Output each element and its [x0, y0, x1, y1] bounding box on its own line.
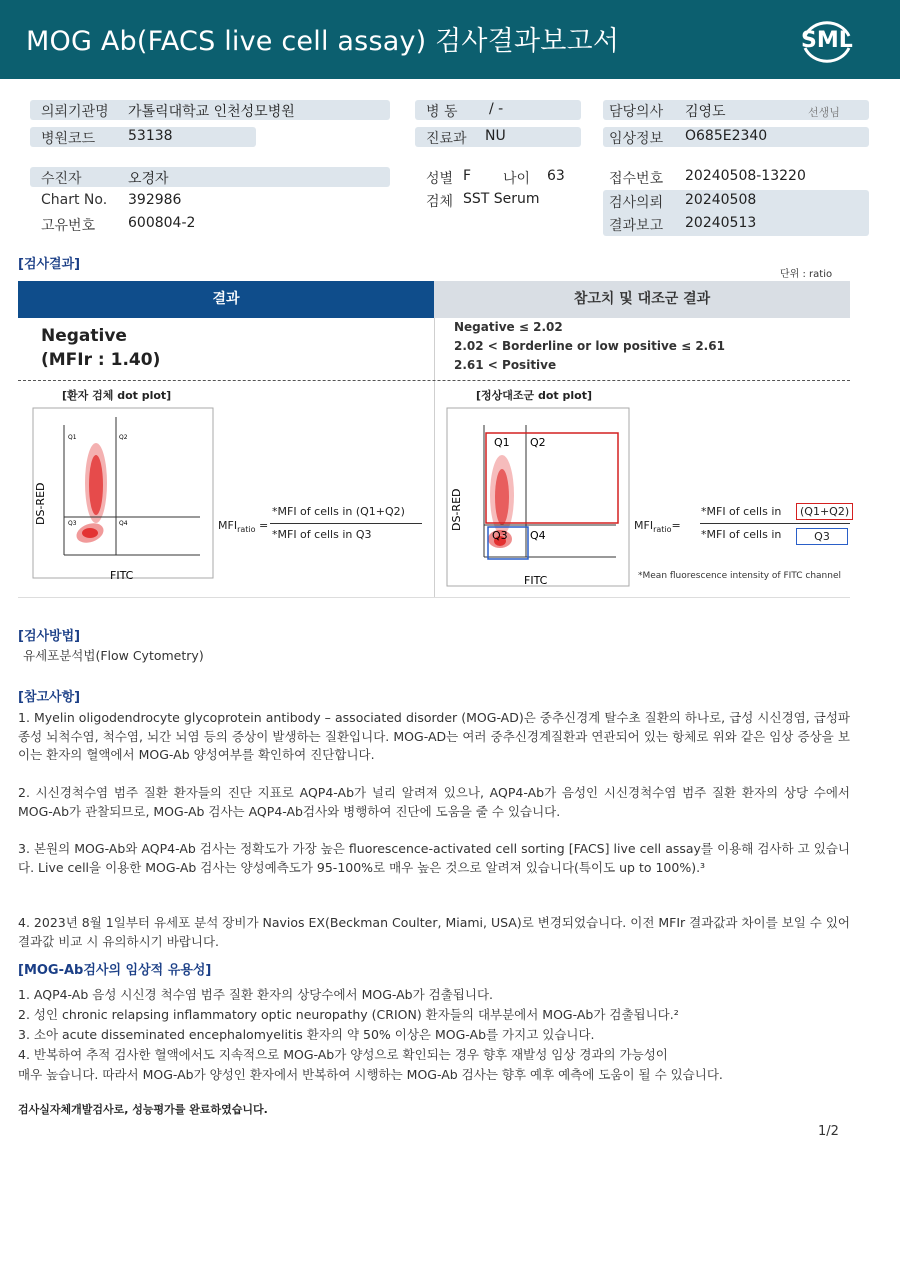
patient-mfi-sub: ratio [237, 525, 256, 535]
ward-label: 병 동 [426, 104, 458, 120]
clinical-section-title: [MOG-Ab검사의 임상적 유용성] [18, 963, 212, 978]
specimen-label: 검체 [426, 194, 454, 210]
patient-formula-numerator: *MFI of cells in (Q1+Q2) [272, 505, 405, 518]
control-y-axis: DS-RED [450, 488, 463, 531]
unique-id-label: 고유번호 [41, 218, 96, 234]
dept-value: NU [485, 128, 506, 144]
column-divider [434, 318, 435, 598]
doctor-suffix: 선생님 [808, 106, 840, 119]
patient-q1-label: Q1 [68, 434, 77, 441]
note-paragraph-2: 2. 시신경척수염 범주 질환 환자들의 진단 지표로 AQP4-Ab가 널리 알려져 있으나, AQP4-Ab가 음성인 시신경척수염 범주 질환 환자의 상당 수에서 MOG-Ab가 관찰되므로, MOG-Ab 검사는 AQP4-Ab검사와 병행하여 진단에 도움을 줄 수 있습니다. [18, 785, 850, 819]
note-paragraph-1: 1. Myelin oligodendrocyte glycoprotein antibody – associated disorder (MOG-AD)은 중추신경계 탈수초 질환의 하나로, 급성 시신경염, 급성파종성 뇌척수염, 척수염, 뇌간 뇌염 등의 증상이 발생하는 질환입니다. MOG-AD는 여러 중추신경계질환과 연관되어 있는 항체로 위와 같은 임상 증상을 보이는 환자의 혈액에서 MOG-Ab 양성여부를 확인하여 진단합니다. [18, 710, 850, 762]
hospital-code-value: 53138 [128, 128, 173, 144]
footer-note: 검사실자체개발검사로, 성능평가를 완료하였습니다. [18, 1103, 268, 1116]
method-text: 유세포분석법(Flow Cytometry) [23, 648, 204, 663]
ref-negative: Negative ≤ 2.02 [454, 320, 563, 334]
control-x-axis: FITC [524, 574, 548, 587]
patient-row [30, 167, 390, 187]
clinical-item: 2. 성인 chronic relapsing inflammatory optic neuropathy (CRION) 환자들의 대부분에서 MOG-Ab가 검출됩니다.² [18, 1007, 679, 1022]
patient-q4-label: Q4 [119, 520, 128, 527]
control-mfi-text: MFI [634, 519, 654, 532]
note-paragraph-3: 3. 본원의 MOG-Ab와 AQP4-Ab 검사는 정확도가 가장 높은 fluorescence-activated cell sorting [FACS] live cell assay를 이용해 검사하 고 있습니다. Live cell을 이용한 MOG-Ab 검사는 양성예측도가 95-100%로 매우 높은 것으로 알려져 있습니다(특이도 up to 100%).³ [18, 841, 850, 875]
ward-value: / - [489, 101, 504, 117]
patient-label: 수진자 [41, 171, 82, 187]
age-label: 나이 [503, 171, 531, 187]
control-formula-numerator: *MFI of cells in [701, 505, 782, 518]
result-column-header: 결과 [18, 281, 434, 318]
reception-value: 20240508-13220 [685, 168, 806, 184]
control-formula-denominator: *MFI of cells in [701, 528, 782, 541]
doctor-value: 김영도 [685, 104, 726, 120]
logo-text: SML [801, 28, 853, 53]
mfi-footnote: *Mean fluorescence intensity of FITC channel [638, 571, 842, 581]
patient-mfi-label: $MFI_{ratio}$ = [218, 519, 269, 535]
control-mfi-label: $MFI_{ratio}=$ [634, 519, 681, 535]
control-dot-plot [444, 405, 634, 590]
age-value: 63 [547, 168, 565, 184]
dept-label: 진료과 [426, 131, 467, 147]
unique-id-value: 600804-2 [128, 215, 196, 231]
clinical-item: 3. 소아 acute disseminated encephalomyelitis 환자의 약 50% 이상은 MOG-Ab를 가지고 있습니다. [18, 1027, 595, 1042]
institution-value: 가톨릭대학교 인천성모병원 [128, 104, 295, 120]
control-q3-label: Q3 [492, 529, 508, 542]
control-q1-label: Q1 [494, 436, 510, 449]
ref-borderline: 2.02 < Borderline or low positive ≤ 2.61 [454, 339, 725, 353]
clinical-item: 4. 반복하여 추적 검사한 혈액에서도 지속적으로 MOG-Ab가 양성으로 확인되는 경우 향후 재발성 임상 경과의 가능성이 [18, 1047, 668, 1062]
sml-logo [797, 14, 857, 66]
hospital-code-label: 병원코드 [41, 131, 96, 147]
sex-label: 성별 [426, 171, 454, 187]
control-fraction-line [700, 523, 850, 524]
control-mfi-sub: ratio [653, 525, 672, 535]
patient-plot-title: [환자 검체 dot plot] [62, 389, 172, 402]
patient-dot-plot [30, 405, 225, 585]
result-mfir: (MFIr : 1.40) [41, 350, 161, 370]
report-date-label: 결과보고 [609, 218, 664, 234]
page-number: 1/2 [818, 1124, 839, 1139]
reception-label: 접수번호 [609, 171, 664, 187]
control-q2-label: Q2 [530, 436, 546, 449]
institution-label: 의뢰기관명 [41, 104, 109, 120]
reference-column-header: 참고치 및 대조군 결과 [434, 281, 850, 318]
unit-label: 단위 : ratio [780, 269, 833, 280]
patient-q3-label: Q3 [68, 520, 77, 527]
result-section-title: [검사결과] [18, 257, 81, 272]
report-header [0, 0, 900, 79]
request-label: 검사의뢰 [609, 195, 664, 211]
control-plot-title: [정상대조군 dot plot] [476, 389, 592, 402]
sex-value: F [463, 168, 472, 184]
chart-no-value: 392986 [128, 192, 182, 208]
clinical-info-value: O685E2340 [685, 128, 768, 144]
dashed-divider [18, 380, 850, 381]
patient-dot-cloud-upper [85, 443, 107, 523]
method-section-title: [검사방법] [18, 629, 81, 644]
patient-q2-label: Q2 [119, 434, 128, 441]
patient-fraction-line [270, 523, 422, 524]
specimen-value: SST Serum [463, 191, 540, 207]
patient-value: 오경자 [128, 171, 169, 187]
clinical-item: 매우 높습니다. 따라서 MOG-Ab가 양성인 환자에서 반복하여 시행하는 MOG-Ab 검사는 향후 예후 예측에 도움이 될 수 있습니다. [18, 1067, 723, 1082]
control-q3-badge: Q3 [796, 528, 848, 545]
result-value: Negative [41, 326, 127, 346]
result-bottom-line [18, 597, 850, 598]
report-title: MOG Ab(FACS live cell assay) 검사결과보고서 [26, 26, 620, 57]
chart-no-label: Chart No. [41, 192, 108, 208]
report-date-value: 20240513 [685, 215, 757, 231]
ref-positive: 2.61 < Positive [454, 358, 557, 372]
notes-section-title: [참고사항] [18, 690, 81, 705]
patient-mfi-text: MFI [218, 519, 238, 532]
patient-y-axis: DS-RED [34, 482, 47, 525]
patient-formula-denominator: *MFI of cells in Q3 [272, 528, 372, 541]
clinical-info-label: 임상정보 [609, 131, 664, 147]
note-paragraph-4: 4. 2023년 8월 1일부터 유세포 분석 장비가 Navios EX(Beckman Coulter, Miami, USA)로 변경되었습니다. 이전 MFIr 결과값과 차이를 보일 수 있어 결과값 비교 시 유의하시기 바랍니다. [18, 915, 850, 949]
control-q1q2-badge: (Q1+Q2) [796, 503, 853, 520]
control-q4-label: Q4 [530, 529, 546, 542]
patient-x-axis: FITC [110, 569, 134, 582]
doctor-label: 담당의사 [609, 104, 664, 120]
request-value: 20240508 [685, 192, 757, 208]
clinical-item: 1. AQP4-Ab 음성 시신경 척수염 범주 질환 환자의 상당수에서 MOG-Ab가 검출됩니다. [18, 987, 493, 1002]
